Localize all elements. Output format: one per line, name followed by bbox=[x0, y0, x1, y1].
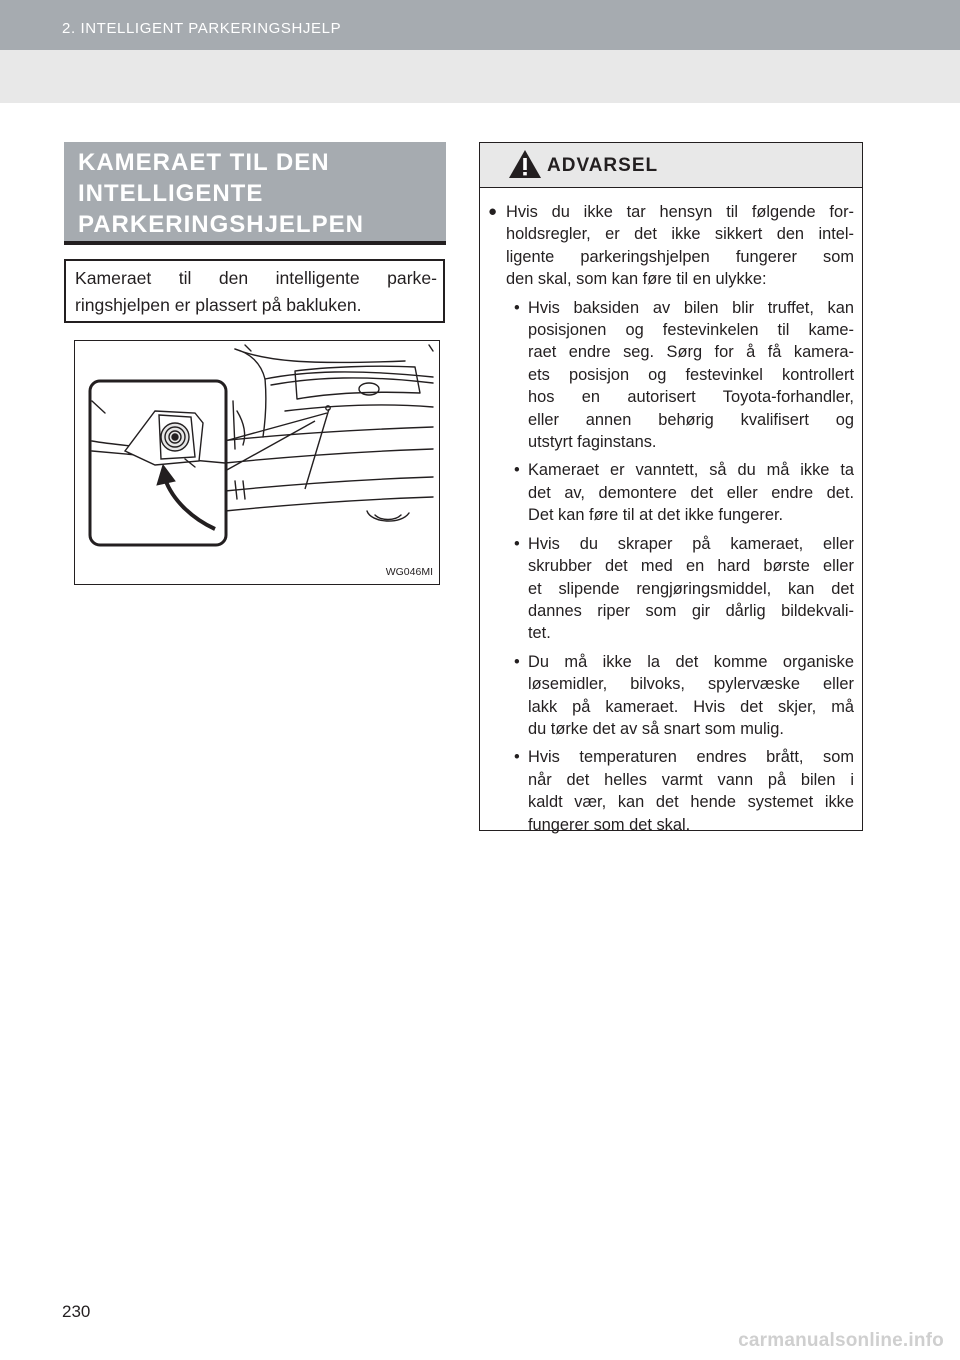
item-line: Hvis baksiden av bilen blir truffet, kan bbox=[528, 298, 854, 317]
section-title: KAMERAET TIL DEN INTELLIGENTE PARKERINGSHJELPEN bbox=[78, 149, 364, 238]
bullet-icon: • bbox=[514, 298, 520, 317]
item-line: posisjonen og festevinkelen til kame- bbox=[528, 321, 854, 340]
camera-illustration bbox=[74, 340, 440, 585]
warning-box bbox=[479, 142, 863, 834]
list-item bbox=[506, 746, 854, 836]
bullet-icon: • bbox=[514, 461, 520, 480]
chapter-title: 2. INTELLIGENT PARKERINGSHJELP bbox=[62, 20, 342, 37]
intro-text bbox=[75, 265, 437, 319]
item-line: raet endre seg. Sørg for å få kamera- bbox=[528, 343, 854, 362]
item-line: ets posisjon og festevinkel kontrollert bbox=[528, 365, 854, 384]
item-line: det av, demontere det eller endre det. bbox=[528, 483, 854, 502]
item-line: Det kan føre til at det ikke fungerer. bbox=[528, 506, 784, 525]
warning-line: den skal, som kan føre til en ulykke: bbox=[506, 270, 767, 289]
warning-triangle-icon bbox=[508, 149, 542, 184]
watermark: carmanualsonline.info bbox=[738, 1330, 944, 1351]
item-line: lakk på kameraet. Hvis det skjer, må bbox=[528, 697, 854, 716]
item-line: Hvis temperaturen endres brått, som bbox=[528, 748, 854, 767]
intro-line: Kameraet til den intelligente parke- bbox=[75, 268, 437, 288]
bullet-icon: • bbox=[514, 748, 520, 767]
item-line: løsemidler, bilvoks, spylervæske eller bbox=[528, 675, 854, 694]
bullet-icon: ● bbox=[488, 203, 498, 220]
item-line: kaldt vær, kan det hende systemet ikke bbox=[528, 793, 854, 812]
chapter-bar bbox=[0, 0, 960, 50]
item-line: tet. bbox=[528, 624, 551, 643]
item-line: eller annen behørig kvalifisert og bbox=[528, 410, 854, 429]
warning-body bbox=[488, 201, 854, 836]
warning-title: ADVARSEL bbox=[547, 155, 659, 176]
item-line: når det helles varmt vann på bilen i bbox=[528, 770, 854, 789]
figure-code: WG046MI bbox=[385, 566, 433, 578]
list-item bbox=[506, 533, 854, 645]
item-line: Du må ikke la det komme organiske bbox=[528, 652, 854, 671]
item-line: fungerer som det skal. bbox=[528, 815, 691, 834]
item-line: et slipende rengjøringsmiddel, kan det bbox=[528, 579, 854, 598]
item-line: Kameraet er vanntett, så du må ikke ta bbox=[528, 461, 854, 480]
warning-line: Hvis du ikke tar hensyn til følgende for- bbox=[506, 203, 854, 221]
item-line: du tørke det av så snart som mulig. bbox=[528, 719, 784, 738]
page-number: 230 bbox=[62, 1302, 91, 1321]
warning-main-item bbox=[488, 201, 854, 836]
intro-line: ringshjelpen er plassert på bakluken. bbox=[75, 295, 362, 315]
car-rear-drawing bbox=[75, 341, 439, 584]
item-line: dannes riper som gir dårlig bildekvali- bbox=[528, 601, 854, 620]
bullet-icon: • bbox=[514, 652, 520, 671]
list-item bbox=[506, 297, 854, 454]
warning-header bbox=[480, 143, 862, 188]
section-heading bbox=[64, 142, 446, 245]
warning-sub-list bbox=[506, 297, 854, 836]
item-line: utstyrt faginstans. bbox=[528, 433, 657, 452]
item-line: hos en autorisert Toyota-forhandler, bbox=[528, 388, 854, 407]
warning-line: ligente parkeringshjelpen fungerer som bbox=[506, 247, 854, 266]
item-line: skrubber det med en hard børste eller bbox=[528, 557, 854, 576]
bullet-icon: • bbox=[514, 534, 520, 553]
warning-line: holdsregler, er det ikke sikkert den intel- bbox=[506, 225, 854, 244]
intro-box bbox=[64, 259, 445, 323]
item-line: Hvis du skraper på kameraet, eller bbox=[528, 534, 854, 553]
list-item bbox=[506, 459, 854, 526]
list-item bbox=[506, 651, 854, 741]
